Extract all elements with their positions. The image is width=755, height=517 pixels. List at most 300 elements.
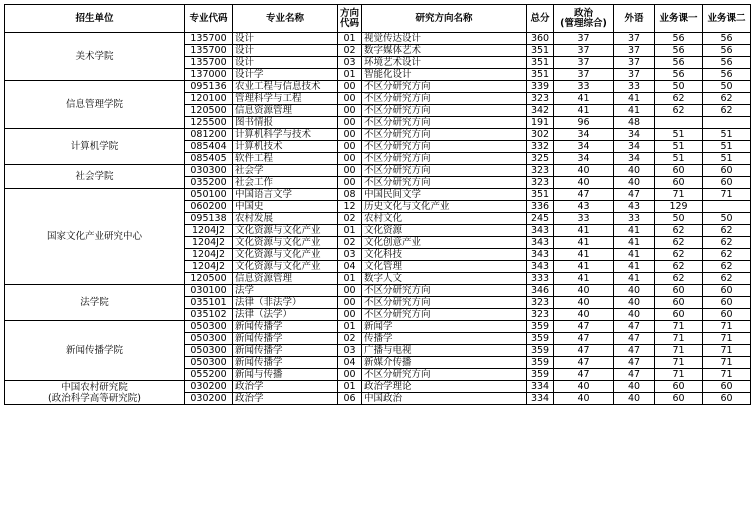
major-name-cell: 文化资源与文化产业 <box>233 225 338 237</box>
major-name-cell: 信息资源管理 <box>233 105 338 117</box>
major-name-cell: 设计 <box>233 33 338 45</box>
course1-score-cell: 56 <box>655 45 703 57</box>
major-name-cell: 设计 <box>233 45 338 57</box>
total-score-cell: 334 <box>527 393 554 405</box>
dir-code-cell: 03 <box>338 249 362 261</box>
major-code-cell: 060200 <box>185 201 233 213</box>
politics-score-cell: 33 <box>554 213 614 225</box>
dir-code-cell: 02 <box>338 333 362 345</box>
politics-score-cell: 41 <box>554 225 614 237</box>
politics-score-cell: 40 <box>554 285 614 297</box>
course1-score-cell: 71 <box>655 321 703 333</box>
major-code-cell: 135700 <box>185 57 233 69</box>
total-score-cell: 333 <box>527 273 554 285</box>
course1-score-cell: 60 <box>655 165 703 177</box>
course2-score-cell <box>703 117 751 129</box>
dir-code-cell: 00 <box>338 309 362 321</box>
politics-line1: 政治 <box>574 7 594 19</box>
course2-score-cell: 71 <box>703 345 751 357</box>
dir-name-cell: 不区分研究方向 <box>362 177 527 189</box>
total-score-cell: 191 <box>527 117 554 129</box>
foreign-score-cell: 41 <box>614 225 655 237</box>
major-name-cell: 计算机科学与技术 <box>233 129 338 141</box>
dir-code-cell: 01 <box>338 273 362 285</box>
major-name-cell: 中国语言文学 <box>233 189 338 201</box>
table-row <box>5 129 751 141</box>
unit-cell: 新闻传播学院 <box>5 321 185 381</box>
major-name-cell: 设计 <box>233 57 338 69</box>
course2-score-cell: 51 <box>703 153 751 165</box>
dir-code-cell: 00 <box>338 285 362 297</box>
admission-score-table <box>4 4 751 405</box>
course1-score-cell: 60 <box>655 297 703 309</box>
major-name-cell: 新闻传播学 <box>233 321 338 333</box>
dir-code-cell: 03 <box>338 57 362 69</box>
dir-name-cell: 传播学 <box>362 333 527 345</box>
dir-name-cell: 不区分研究方向 <box>362 81 527 93</box>
major-code-cell: 050300 <box>185 357 233 369</box>
major-code-cell: 085405 <box>185 153 233 165</box>
col-course1-header: 业务课一 <box>655 5 703 33</box>
major-code-cell: 125500 <box>185 117 233 129</box>
course2-score-cell: 62 <box>703 225 751 237</box>
total-score-cell: 342 <box>527 105 554 117</box>
course2-score-cell: 60 <box>703 285 751 297</box>
course1-score-cell: 56 <box>655 33 703 45</box>
col-course2-header: 业务课二 <box>703 5 751 33</box>
table-row <box>5 81 751 93</box>
dir-name-cell: 新闻学 <box>362 321 527 333</box>
politics-score-cell: 34 <box>554 153 614 165</box>
dir-name-cell: 视觉传达设计 <box>362 33 527 45</box>
course1-score-cell: 60 <box>655 393 703 405</box>
dir-name-cell: 不区分研究方向 <box>362 165 527 177</box>
dir-name-cell: 新媒介传播 <box>362 357 527 369</box>
dir-name-cell: 政治学理论 <box>362 381 527 393</box>
foreign-score-cell: 34 <box>614 153 655 165</box>
course2-score-cell: 62 <box>703 261 751 273</box>
dir-code-cell: 01 <box>338 33 362 45</box>
dir-name-cell: 不区分研究方向 <box>362 309 527 321</box>
course2-score-cell <box>703 201 751 213</box>
total-score-cell: 302 <box>527 129 554 141</box>
table-row <box>5 381 751 393</box>
foreign-score-cell: 37 <box>614 45 655 57</box>
course2-score-cell: 60 <box>703 393 751 405</box>
course2-score-cell: 56 <box>703 69 751 81</box>
major-code-cell: 035200 <box>185 177 233 189</box>
dir-name-cell: 不区分研究方向 <box>362 153 527 165</box>
dir-name-cell: 数字媒体艺术 <box>362 45 527 57</box>
major-name-cell: 法律（非法学） <box>233 297 338 309</box>
foreign-score-cell: 34 <box>614 141 655 153</box>
course1-score-cell: 62 <box>655 273 703 285</box>
foreign-score-cell: 40 <box>614 177 655 189</box>
course2-score-cell: 71 <box>703 321 751 333</box>
major-name-cell: 中国史 <box>233 201 338 213</box>
major-name-cell: 政治学 <box>233 381 338 393</box>
politics-score-cell: 40 <box>554 177 614 189</box>
unit-cell: 国家文化产业研究中心 <box>5 189 185 285</box>
major-code-cell: 035101 <box>185 297 233 309</box>
course1-score-cell: 51 <box>655 129 703 141</box>
course1-score-cell: 60 <box>655 177 703 189</box>
col-unit-header: 招生单位 <box>5 5 185 33</box>
dir-name-cell: 农村文化 <box>362 213 527 225</box>
total-score-cell: 359 <box>527 369 554 381</box>
major-name-cell: 设计学 <box>233 69 338 81</box>
foreign-score-cell: 41 <box>614 273 655 285</box>
politics-score-cell: 40 <box>554 393 614 405</box>
course1-score-cell: 71 <box>655 333 703 345</box>
dir-name-cell: 不区分研究方向 <box>362 285 527 297</box>
unit-line2: (政治科学高等研究院) <box>48 392 141 404</box>
dir-code-cell: 04 <box>338 261 362 273</box>
major-code-cell: 1204J2 <box>185 237 233 249</box>
major-name-cell: 农村发展 <box>233 213 338 225</box>
foreign-score-cell: 47 <box>614 357 655 369</box>
major-name-cell: 社会学 <box>233 165 338 177</box>
col-code-header: 专业代码 <box>185 5 233 33</box>
major-name-cell: 新闻传播学 <box>233 357 338 369</box>
dir-name-cell: 文化创意产业 <box>362 237 527 249</box>
dir-code-cell: 01 <box>338 321 362 333</box>
total-score-cell: 360 <box>527 33 554 45</box>
table-row <box>5 33 751 45</box>
politics-score-cell: 33 <box>554 81 614 93</box>
major-name-cell: 软件工程 <box>233 153 338 165</box>
foreign-score-cell: 41 <box>614 105 655 117</box>
course1-score-cell: 50 <box>655 213 703 225</box>
table-row <box>5 321 751 333</box>
unit-cell <box>5 381 185 405</box>
politics-score-cell: 96 <box>554 117 614 129</box>
dir-code-cell: 02 <box>338 45 362 57</box>
dir-code-cell: 00 <box>338 153 362 165</box>
major-code-cell: 085404 <box>185 141 233 153</box>
politics-score-cell: 47 <box>554 345 614 357</box>
course1-score-cell: 62 <box>655 249 703 261</box>
major-name-cell: 农业工程与信息技术 <box>233 81 338 93</box>
major-code-cell: 030300 <box>185 165 233 177</box>
foreign-score-cell: 41 <box>614 237 655 249</box>
course2-score-cell: 60 <box>703 309 751 321</box>
total-score-cell: 359 <box>527 333 554 345</box>
course2-score-cell: 62 <box>703 237 751 249</box>
total-score-cell: 359 <box>527 321 554 333</box>
foreign-score-cell: 40 <box>614 309 655 321</box>
major-name-cell: 新闻传播学 <box>233 333 338 345</box>
major-code-cell: 095138 <box>185 213 233 225</box>
politics-score-cell: 40 <box>554 309 614 321</box>
politics-score-cell: 47 <box>554 369 614 381</box>
course2-score-cell: 50 <box>703 81 751 93</box>
major-code-cell: 030100 <box>185 285 233 297</box>
major-code-cell: 120500 <box>185 105 233 117</box>
dir-code-cell: 08 <box>338 189 362 201</box>
course2-score-cell: 71 <box>703 369 751 381</box>
major-code-cell: 050300 <box>185 333 233 345</box>
major-code-cell: 030200 <box>185 381 233 393</box>
politics-score-cell: 41 <box>554 261 614 273</box>
major-code-cell: 135700 <box>185 33 233 45</box>
major-code-cell: 050300 <box>185 321 233 333</box>
major-code-cell: 050300 <box>185 345 233 357</box>
col-total-header: 总分 <box>527 5 554 33</box>
course2-score-cell: 51 <box>703 129 751 141</box>
politics-score-cell: 41 <box>554 249 614 261</box>
major-code-cell: 135700 <box>185 45 233 57</box>
course1-score-cell: 60 <box>655 285 703 297</box>
total-score-cell: 323 <box>527 177 554 189</box>
major-code-cell: 035102 <box>185 309 233 321</box>
col-major-header: 专业名称 <box>233 5 338 33</box>
course2-score-cell: 56 <box>703 57 751 69</box>
politics-score-cell: 40 <box>554 165 614 177</box>
total-score-cell: 323 <box>527 309 554 321</box>
course1-score-cell: 62 <box>655 105 703 117</box>
total-score-cell: 323 <box>527 93 554 105</box>
unit-cell: 计算机学院 <box>5 129 185 165</box>
course2-score-cell: 60 <box>703 165 751 177</box>
course1-score-cell: 56 <box>655 57 703 69</box>
major-code-cell: 137000 <box>185 69 233 81</box>
foreign-score-cell: 33 <box>614 213 655 225</box>
politics-score-cell: 34 <box>554 141 614 153</box>
total-score-cell: 323 <box>527 297 554 309</box>
unit-cell: 社会学院 <box>5 165 185 189</box>
dir-name-cell: 广播与电视 <box>362 345 527 357</box>
dir-code-line1: 方向 <box>340 7 360 19</box>
course1-score-cell: 51 <box>655 141 703 153</box>
total-score-cell: 351 <box>527 69 554 81</box>
course2-score-cell: 62 <box>703 273 751 285</box>
unit-cell: 信息管理学院 <box>5 81 185 129</box>
foreign-score-cell: 34 <box>614 129 655 141</box>
course2-score-cell: 60 <box>703 177 751 189</box>
total-score-cell: 334 <box>527 381 554 393</box>
dir-code-line2: 代码 <box>340 17 360 29</box>
course2-score-cell: 60 <box>703 297 751 309</box>
dir-name-cell: 历史文化与文化产业 <box>362 201 527 213</box>
dir-code-cell: 00 <box>338 177 362 189</box>
total-score-cell: 359 <box>527 345 554 357</box>
major-name-cell: 法律（法学） <box>233 309 338 321</box>
major-name-cell: 图书情报 <box>233 117 338 129</box>
dir-code-cell: 00 <box>338 165 362 177</box>
dir-name-cell: 文化管理 <box>362 261 527 273</box>
unit-line1: 中国农村研究院 <box>61 381 128 393</box>
major-name-cell: 计算机技术 <box>233 141 338 153</box>
course1-score-cell: 71 <box>655 345 703 357</box>
politics-score-cell: 47 <box>554 333 614 345</box>
major-code-cell: 120100 <box>185 93 233 105</box>
major-name-cell: 政治学 <box>233 393 338 405</box>
course2-score-cell: 71 <box>703 357 751 369</box>
foreign-score-cell: 37 <box>614 69 655 81</box>
course1-score-cell: 62 <box>655 261 703 273</box>
dir-code-cell: 00 <box>338 81 362 93</box>
politics-score-cell: 40 <box>554 297 614 309</box>
major-code-cell: 120500 <box>185 273 233 285</box>
dir-name-cell: 不区分研究方向 <box>362 369 527 381</box>
col-foreign-header: 外语 <box>614 5 655 33</box>
header-row <box>5 5 751 33</box>
dir-name-cell: 文化科技 <box>362 249 527 261</box>
foreign-score-cell: 40 <box>614 297 655 309</box>
major-name-cell: 社会工作 <box>233 177 338 189</box>
dir-name-cell: 文化资源 <box>362 225 527 237</box>
total-score-cell: 332 <box>527 141 554 153</box>
politics-score-cell: 37 <box>554 57 614 69</box>
dir-code-cell: 01 <box>338 69 362 81</box>
total-score-cell: 336 <box>527 201 554 213</box>
unit-cell: 法学院 <box>5 285 185 321</box>
course1-score-cell: 56 <box>655 69 703 81</box>
course1-score-cell <box>655 117 703 129</box>
course1-score-cell: 71 <box>655 357 703 369</box>
course2-score-cell: 56 <box>703 45 751 57</box>
unit-cell: 美术学院 <box>5 33 185 81</box>
foreign-score-cell: 40 <box>614 165 655 177</box>
col-politics-header <box>554 5 614 33</box>
course2-score-cell: 62 <box>703 249 751 261</box>
foreign-score-cell: 47 <box>614 321 655 333</box>
politics-score-cell: 47 <box>554 357 614 369</box>
dir-code-cell: 01 <box>338 225 362 237</box>
dir-name-cell: 中国民间文学 <box>362 189 527 201</box>
major-code-cell: 1204J2 <box>185 261 233 273</box>
dir-code-cell: 06 <box>338 393 362 405</box>
total-score-cell: 346 <box>527 285 554 297</box>
politics-line2: (管理综合) <box>560 17 607 29</box>
dir-code-cell: 12 <box>338 201 362 213</box>
total-score-cell: 323 <box>527 165 554 177</box>
course2-score-cell: 50 <box>703 213 751 225</box>
major-name-cell: 文化资源与文化产业 <box>233 261 338 273</box>
foreign-score-cell: 40 <box>614 393 655 405</box>
total-score-cell: 351 <box>527 189 554 201</box>
foreign-score-cell: 41 <box>614 261 655 273</box>
foreign-score-cell: 41 <box>614 249 655 261</box>
course2-score-cell: 51 <box>703 141 751 153</box>
major-name-cell: 信息资源管理 <box>233 273 338 285</box>
course1-score-cell: 62 <box>655 93 703 105</box>
foreign-score-cell: 37 <box>614 33 655 45</box>
dir-code-cell: 02 <box>338 237 362 249</box>
total-score-cell: 245 <box>527 213 554 225</box>
major-code-cell: 030200 <box>185 393 233 405</box>
total-score-cell: 359 <box>527 357 554 369</box>
foreign-score-cell: 33 <box>614 81 655 93</box>
total-score-cell: 339 <box>527 81 554 93</box>
course1-score-cell: 50 <box>655 81 703 93</box>
total-score-cell: 343 <box>527 261 554 273</box>
course1-score-cell: 51 <box>655 153 703 165</box>
total-score-cell: 351 <box>527 57 554 69</box>
dir-code-cell: 00 <box>338 141 362 153</box>
major-name-cell: 新闻与传播 <box>233 369 338 381</box>
table-body <box>5 33 751 405</box>
dir-name-cell: 智能化设计 <box>362 69 527 81</box>
politics-score-cell: 43 <box>554 201 614 213</box>
course1-score-cell: 60 <box>655 309 703 321</box>
dir-code-cell: 00 <box>338 369 362 381</box>
dir-code-cell: 00 <box>338 117 362 129</box>
dir-name-cell: 不区分研究方向 <box>362 297 527 309</box>
politics-score-cell: 41 <box>554 93 614 105</box>
major-code-cell: 081200 <box>185 129 233 141</box>
table-row <box>5 165 751 177</box>
col-dir-code-header <box>338 5 362 33</box>
dir-name-cell: 数字人文 <box>362 273 527 285</box>
course1-score-cell: 129 <box>655 201 703 213</box>
major-code-cell: 055200 <box>185 369 233 381</box>
major-code-cell: 1204J2 <box>185 225 233 237</box>
foreign-score-cell: 47 <box>614 189 655 201</box>
major-code-cell: 095136 <box>185 81 233 93</box>
major-code-cell: 050100 <box>185 189 233 201</box>
politics-score-cell: 37 <box>554 45 614 57</box>
col-dir-name-header: 研究方向名称 <box>362 5 527 33</box>
foreign-score-cell: 43 <box>614 201 655 213</box>
total-score-cell: 343 <box>527 237 554 249</box>
politics-score-cell: 47 <box>554 189 614 201</box>
table-row <box>5 189 751 201</box>
course1-score-cell: 71 <box>655 369 703 381</box>
dir-code-cell: 00 <box>338 93 362 105</box>
dir-code-cell: 02 <box>338 213 362 225</box>
politics-score-cell: 37 <box>554 69 614 81</box>
course1-score-cell: 62 <box>655 237 703 249</box>
dir-name-cell: 不区分研究方向 <box>362 117 527 129</box>
dir-code-cell: 01 <box>338 381 362 393</box>
course2-score-cell: 71 <box>703 189 751 201</box>
course2-score-cell: 60 <box>703 381 751 393</box>
foreign-score-cell: 47 <box>614 345 655 357</box>
foreign-score-cell: 40 <box>614 285 655 297</box>
foreign-score-cell: 37 <box>614 57 655 69</box>
dir-name-cell: 中国政治 <box>362 393 527 405</box>
dir-code-cell: 03 <box>338 345 362 357</box>
course1-score-cell: 60 <box>655 381 703 393</box>
course1-score-cell: 71 <box>655 189 703 201</box>
major-name-cell: 新闻传播学 <box>233 345 338 357</box>
dir-code-cell: 00 <box>338 129 362 141</box>
major-name-cell: 文化资源与文化产业 <box>233 249 338 261</box>
politics-score-cell: 47 <box>554 321 614 333</box>
course2-score-cell: 62 <box>703 105 751 117</box>
politics-score-cell: 41 <box>554 273 614 285</box>
dir-name-cell: 不区分研究方向 <box>362 93 527 105</box>
dir-code-cell: 00 <box>338 297 362 309</box>
foreign-score-cell: 40 <box>614 381 655 393</box>
table-row <box>5 285 751 297</box>
major-name-cell: 法学 <box>233 285 338 297</box>
dir-name-cell: 不区分研究方向 <box>362 141 527 153</box>
total-score-cell: 343 <box>527 249 554 261</box>
course2-score-cell: 62 <box>703 93 751 105</box>
foreign-score-cell: 48 <box>614 117 655 129</box>
dir-code-cell: 04 <box>338 357 362 369</box>
course2-score-cell: 71 <box>703 333 751 345</box>
total-score-cell: 351 <box>527 45 554 57</box>
politics-score-cell: 41 <box>554 237 614 249</box>
foreign-score-cell: 47 <box>614 369 655 381</box>
politics-score-cell: 34 <box>554 129 614 141</box>
major-code-cell: 1204J2 <box>185 249 233 261</box>
total-score-cell: 343 <box>527 225 554 237</box>
